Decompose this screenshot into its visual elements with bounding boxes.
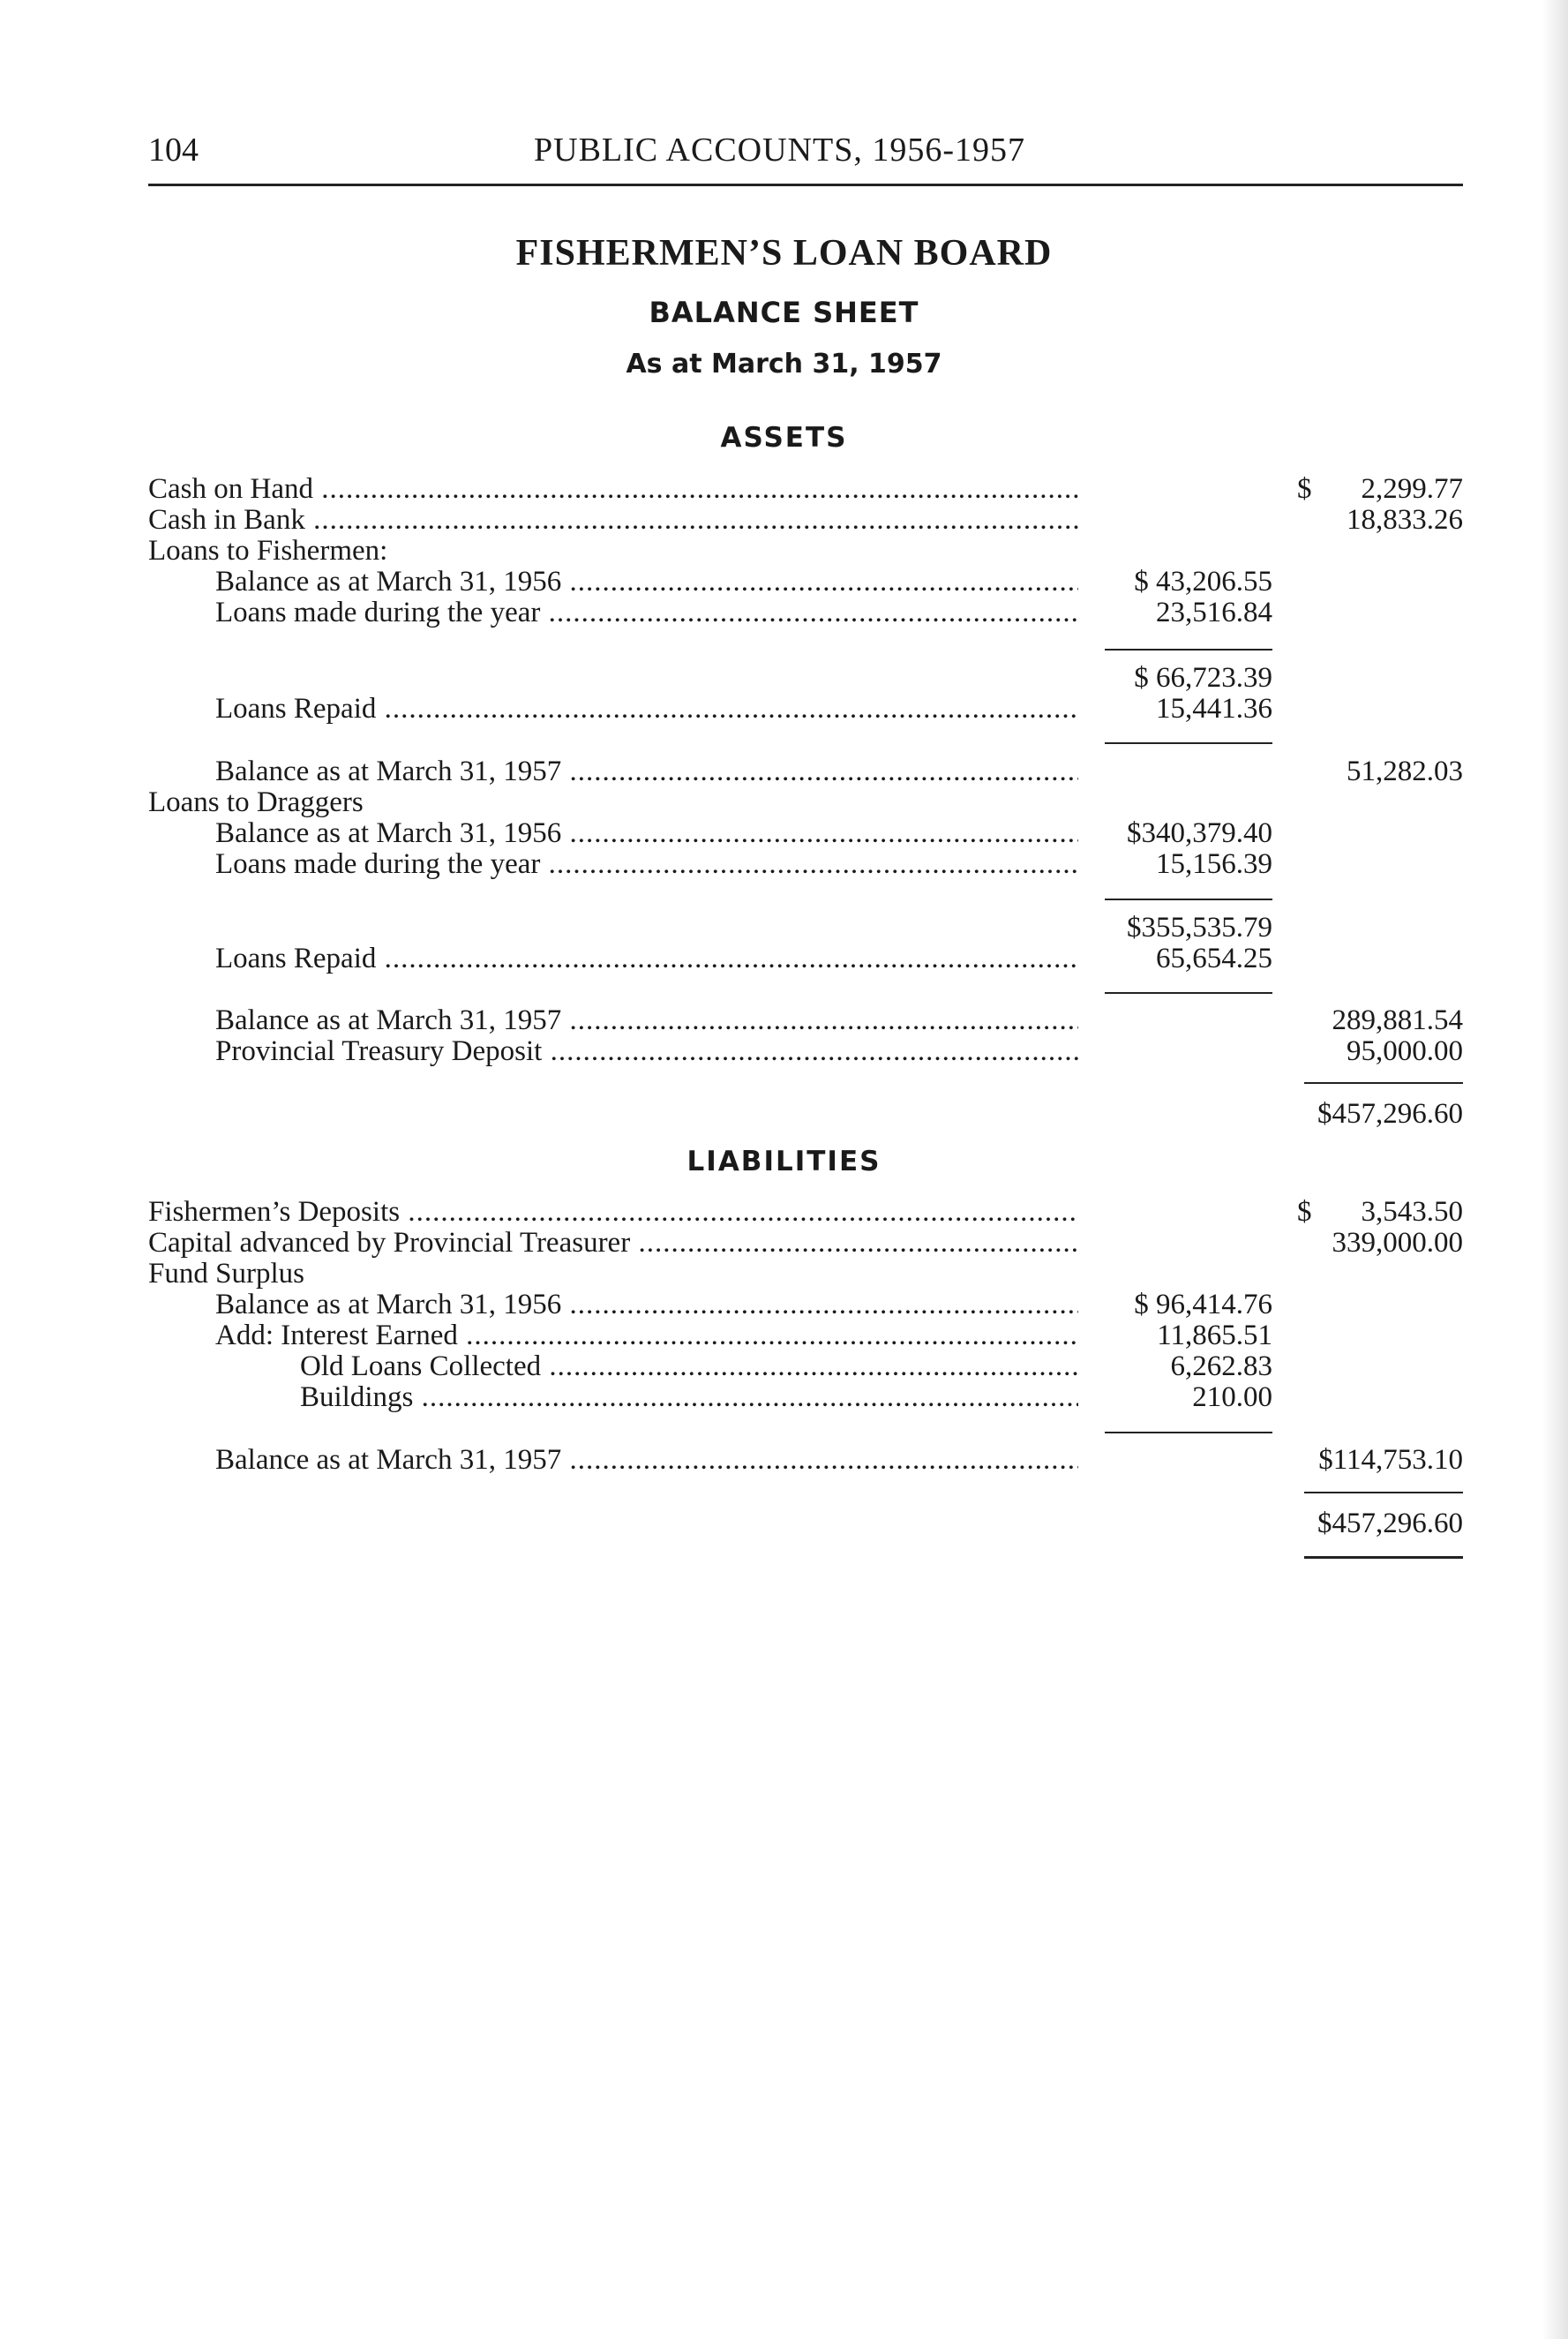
header-rule (148, 184, 1463, 186)
row-cash-on-hand (0, 473, 1568, 505)
row-draggers-closing (0, 1004, 1568, 1036)
page-header (148, 131, 1463, 184)
row-label: Balance as at March 31, 1956 ..... (215, 1289, 1078, 1320)
row-label: Provincial Treasury Deposit ..... (215, 1035, 1078, 1067)
row-treasury-deposit (0, 1035, 1568, 1067)
row-amount: 15,156.39 (1156, 848, 1272, 880)
row-amount: $ 43,206.55 (1134, 566, 1272, 598)
row-amount: 339,000.00 (1332, 1227, 1463, 1259)
row-label: Old Loans Collected ..... (300, 1350, 1078, 1382)
row-fishermen-repaid (0, 693, 1568, 725)
document-title: FISHERMEN’S LOAN BOARD (515, 233, 1053, 274)
row-draggers-made (0, 848, 1568, 880)
subtotal-rule (1105, 742, 1272, 744)
row-label: Loans Repaid ..... (215, 943, 1078, 974)
assets-total: $457,296.60 (1317, 1098, 1463, 1130)
row-loans-to-fishermen (0, 535, 1568, 567)
row-amount: 65,654.25 (1156, 943, 1272, 974)
row-fishermens-deposits (0, 1196, 1568, 1228)
row-draggers-repaid (0, 943, 1568, 974)
liabilities-heading: LIABILITIES (686, 1146, 882, 1177)
row-label: Fund Surplus (148, 1258, 304, 1290)
row-amount: 95,000.00 (1347, 1035, 1463, 1067)
row-label: Loans to Fishermen: (148, 535, 388, 567)
row-amount: $ 3,543.50 (1297, 1196, 1463, 1228)
total-double-rule (1304, 1556, 1463, 1559)
row-fishermen-closing (0, 756, 1568, 787)
row-fishermen-made (0, 597, 1568, 628)
row-label: Add: Interest Earned ..... (215, 1320, 1078, 1351)
row-amount: 210.00 (1192, 1381, 1272, 1413)
row-amount: 6,262.83 (1170, 1350, 1272, 1382)
row-amount: $355,535.79 (1127, 912, 1272, 944)
row-loans-to-draggers (0, 786, 1568, 818)
row-amount: 23,516.84 (1156, 597, 1272, 628)
row-amount: $ 2,299.77 (1297, 473, 1463, 505)
row-label: Cash on Hand ..... (148, 473, 1078, 505)
row-label: Loans made during the year ..... (215, 597, 1078, 628)
row-surplus-old-loans (0, 1350, 1568, 1382)
row-surplus-buildings (0, 1381, 1568, 1413)
row-fund-surplus (0, 1258, 1568, 1290)
subtotal-rule (1105, 649, 1272, 651)
document-date: As at March 31, 1957 (626, 349, 942, 380)
row-amount: 51,282.03 (1347, 756, 1463, 787)
subtotal-rule (1105, 899, 1272, 900)
row-label: Loans made during the year ..... (215, 848, 1078, 880)
row-fishermen-opening (0, 566, 1568, 598)
row-draggers-subtotal (0, 912, 1568, 944)
row-amount: $ 66,723.39 (1134, 662, 1272, 694)
row-amount: 18,833.26 (1347, 504, 1463, 536)
row-amount: 11,865.51 (1157, 1320, 1272, 1351)
row-assets-total (0, 1098, 1568, 1130)
row-amount: $340,379.40 (1127, 817, 1272, 849)
row-surplus-closing (0, 1444, 1568, 1476)
row-label: Balance as at March 31, 1956 ..... (215, 817, 1078, 849)
total-rule (1304, 1082, 1463, 1084)
row-amount: 289,881.54 (1332, 1004, 1463, 1036)
row-surplus-interest (0, 1320, 1568, 1351)
currency-symbol: $ (1297, 1196, 1312, 1228)
row-label: Loans Repaid ..... (215, 693, 1078, 725)
row-label: Loans to Draggers (148, 786, 364, 818)
row-surplus-opening (0, 1289, 1568, 1320)
row-cash-in-bank (0, 504, 1568, 536)
row-amount: 15,441.36 (1156, 693, 1272, 725)
assets-heading: ASSETS (720, 422, 848, 454)
row-amount: $ 96,414.76 (1134, 1289, 1272, 1320)
row-label: Fishermen’s Deposits ..... (148, 1196, 1078, 1228)
currency-symbol: $ (1297, 473, 1312, 505)
row-label: Balance as at March 31, 1957 ..... (215, 756, 1078, 787)
row-capital-advanced (0, 1227, 1568, 1259)
row-label: Balance as at March 31, 1956 ..... (215, 566, 1078, 598)
page-number: 104 (148, 132, 199, 169)
row-label: Cash in Bank ..... (148, 504, 1078, 536)
row-amount: $114,753.10 (1318, 1444, 1463, 1476)
subtotal-rule (1105, 1432, 1272, 1433)
row-label: Capital advanced by Provincial Treasurer ..... (148, 1227, 1078, 1259)
liabilities-total: $457,296.60 (1317, 1508, 1463, 1539)
document-subtitle: BALANCE SHEET (649, 296, 919, 329)
row-label: Balance as at March 31, 1957 ..... (215, 1444, 1078, 1476)
row-draggers-opening (0, 817, 1568, 849)
total-rule (1304, 1492, 1463, 1493)
subtotal-rule (1105, 992, 1272, 994)
row-label: Balance as at March 31, 1957 ..... (215, 1004, 1078, 1036)
running-title: PUBLIC ACCOUNTS, 1956-1957 (534, 132, 1025, 169)
row-liabilities-total (0, 1508, 1568, 1539)
row-label: Buildings ..... (300, 1381, 1078, 1413)
row-fishermen-subtotal (0, 662, 1568, 694)
